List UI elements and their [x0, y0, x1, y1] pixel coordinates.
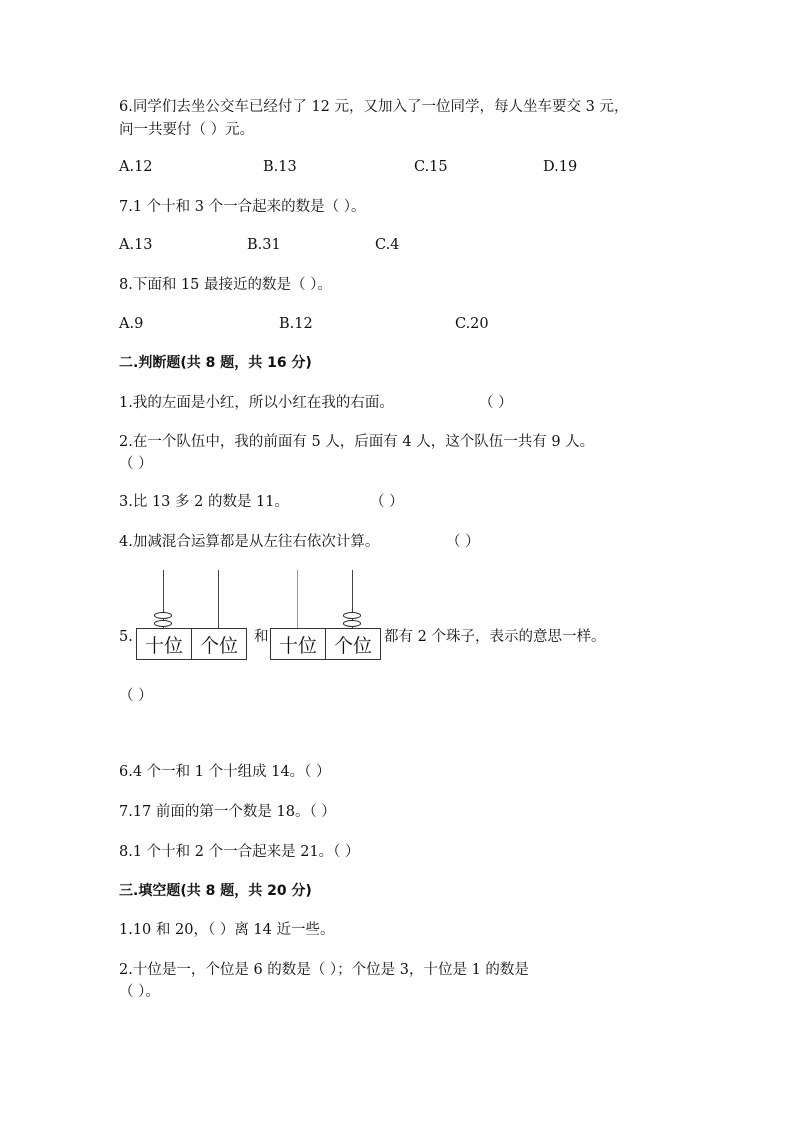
tf-q4-text: 4.加减混合运算都是从左往右依次计算。: [119, 534, 380, 550]
q6-text-line2: 问一共要付（ ）元。: [119, 122, 255, 138]
tf-q3-answer-paren: （ ）: [370, 494, 404, 510]
q6-option-b: B.13: [263, 159, 297, 175]
tf-q2-text-line1: 2.在一个队伍中，我的前面有 5 人，后面有 4 人，这个队伍一共有 9 人。: [119, 434, 595, 450]
abacus2-place-box: [270, 628, 381, 660]
q8-option-c: C.20: [455, 316, 489, 332]
fill-q2-text-line2: （ ）。: [119, 984, 160, 1000]
abacus1-ones-rod: [218, 570, 219, 630]
tf-q5-answer-paren: （ ）: [119, 688, 153, 704]
tf-q1-answer-paren: （ ）: [479, 395, 513, 411]
q8-option-b: B.12: [279, 316, 313, 332]
fill-q1-text: 1.10 和 20，（ ）离 14 近一些。: [119, 922, 335, 938]
tf-q2-answer-paren: （ ）: [119, 456, 153, 472]
abacus1-ones-label: 个位: [191, 629, 246, 659]
q7-option-c: C.4: [375, 237, 400, 253]
tf-q7-text: 7.17 前面的第一个数是 18。（ ）: [119, 804, 336, 820]
abacus1-tens-label: 十位: [144, 634, 183, 657]
tf-q3-text: 3.比 13 多 2 的数是 11。: [119, 494, 290, 510]
section2-heading: 二.判断题(共 8 题，共 16 分): [119, 355, 312, 371]
tf-q6-text: 6.4 个一和 1 个十组成 14。（ ）: [119, 764, 331, 780]
tf-q8-text: 8.1 个十和 2 个一合起来是 21。（ ）: [119, 844, 360, 860]
abacus1-tens-bead: [154, 620, 172, 627]
q6-text-line1: 6.同学们去坐公交车已经付了 12 元，又加入了一位同学，每人坐车要交 3 元，: [119, 99, 629, 115]
abacus1-tens-bead: [154, 612, 172, 619]
tf-q4-answer-paren: （ ）: [446, 534, 480, 550]
abacus1-place-box: [136, 628, 247, 660]
tf-q1-text: 1.我的左面是小红，所以小红在我的右面。: [119, 395, 394, 411]
abacus2-ones-bead: [343, 612, 361, 619]
fill-q2-text-line1: 2.十位是一，个位是 6 的数是（ ）；个位是 3，十位是 1 的数是: [119, 962, 529, 978]
tf-q5-connector: 和: [254, 629, 269, 645]
q6-option-d: D.19: [543, 159, 578, 175]
q6-option-a: A.12: [119, 159, 153, 175]
q7-option-a: A.13: [119, 237, 153, 253]
q8-option-a: A.9: [119, 316, 144, 332]
q7-option-b: B.31: [247, 237, 281, 253]
q6-option-c: C.15: [414, 159, 448, 175]
section3-heading: 三.填空题(共 8 题，共 20 分): [119, 883, 312, 899]
tf-q5-number: 5.: [119, 629, 133, 645]
abacus2-ones-bead: [343, 620, 361, 627]
tf-q5-text: 都有 2 个珠子，表示的意思一样。: [384, 629, 606, 645]
abacus2-ones-label: 个位: [325, 629, 380, 659]
q7-text: 7.1 个十和 3 个一合起来的数是（ ）。: [119, 199, 366, 215]
abacus2-tens-label: 十位: [278, 634, 317, 657]
abacus2-tens-rod: [297, 570, 298, 630]
q8-text: 8.下面和 15 最接近的数是（ ）。: [119, 277, 332, 293]
